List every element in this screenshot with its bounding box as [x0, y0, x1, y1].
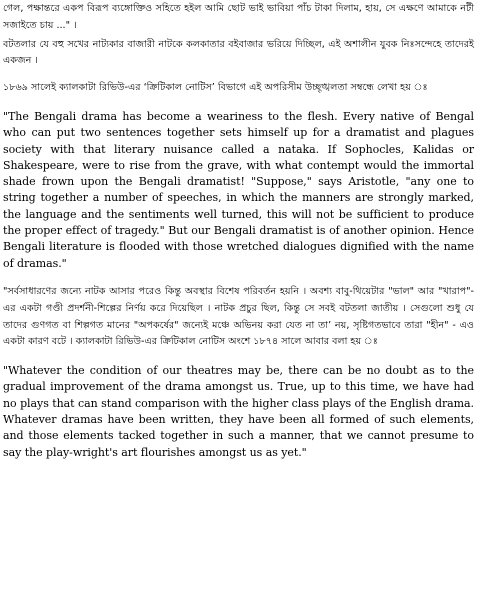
- english-quote-1: "The Bengali drama has become a weariness to the flesh. Every native of Bengal who can put two sentences together sets himself up for a dramatist and plagues society with that literary nuisance called a nataka. If Sophocles, Kalidas or Shakespeare, were to rise from the grave, with what contempt would the immortal shade frown upon the Bengali dramatist! "Suppose," says Aristotle, "any one to string together a number of speeches, in which the manners are strongly marked, the language and the sentiments well turned, this will not be sufficient to produce the proper effect of tragedy." But our Bengali dramatist is of another opinion. Hence Bengali literature is flooded with those wretched dialogues dignified with the name of dramas.": [3, 109, 474, 270]
- bengali-paragraph-4: "সর্বসাধারণের জন্যে নাটক আসার পরেও কিন্তু অবস্থার বিশেষ পরিবর্তন হয়নি । অবশ্য বাবু-থিয়েটার "ভাল" আর "খারাপ"-এর একটা গণ্ডী প্রদর্শনী-শিল্পের নির্ণয় করে দিয়েছিল । নাটক প্রচুর ছিল, কিন্তু সে সবই বটতলা জাতীয় । সেগুলো শুধু যে তাদের গুণগত বা শিল্পগত মানের "অপকর্ষের" জন্যেই মঞ্চে অভিনয় করা যেত না তা’ নয়, সৃষ্টিগতভাবে তারা "হীন" - এও একটা কারণ বটে । ক্যালকাটা রিভিউ-এর ক্রিটিকাল নোটিস অংশে ১৮৭৪ সালে আবার বলা হয় ঃ: [3, 285, 474, 348]
- english-quote-2: "Whatever the condition of our theatres may be, there can be no doubt as to the gradual improvement of the drama amongst us. True, up to this time, we have had no plays that can stand comparison with the higher class plays of the English drama. Whatever dramas have been written, they have been all formed of such elements, and those elements tacked together in such a manner, that we cannot presume to say the play-wright's art flourishes amongst us as yet.": [3, 364, 474, 459]
- bengali-paragraph-1: গেল, পক্ষান্তরে একপ বিরূপ ব্যঙ্গোক্তিও সহিতে হইল আমি ছোট ভাই ভাবিয়া পাঁচ টাকা দিলাম, হায়, সে এক্ষণে আমাকে নটী সজাইতে চায় ..." ।: [3, 3, 474, 31]
- bengali-paragraph-3: ১৮৬৯ সালেই ক্যালকাটা রিভিউ-এর ‘ক্রিটিকাল নোটিস’ বিভাগে এই অপরিসীম উচ্ছৃঙ্খলতা সম্বন্ধে লেখা হয় ঃ: [3, 82, 428, 94]
- bengali-paragraph-2: বটতলার যে বহু সখের নাট্যকার বাজারী নাটকে কলকাতার বইবাজার ভরিয়ে দিচ্ছিল, এই অশালীন যুবক নিঃসন্দেহে তাদেরই একজন ।: [3, 38, 474, 67]
